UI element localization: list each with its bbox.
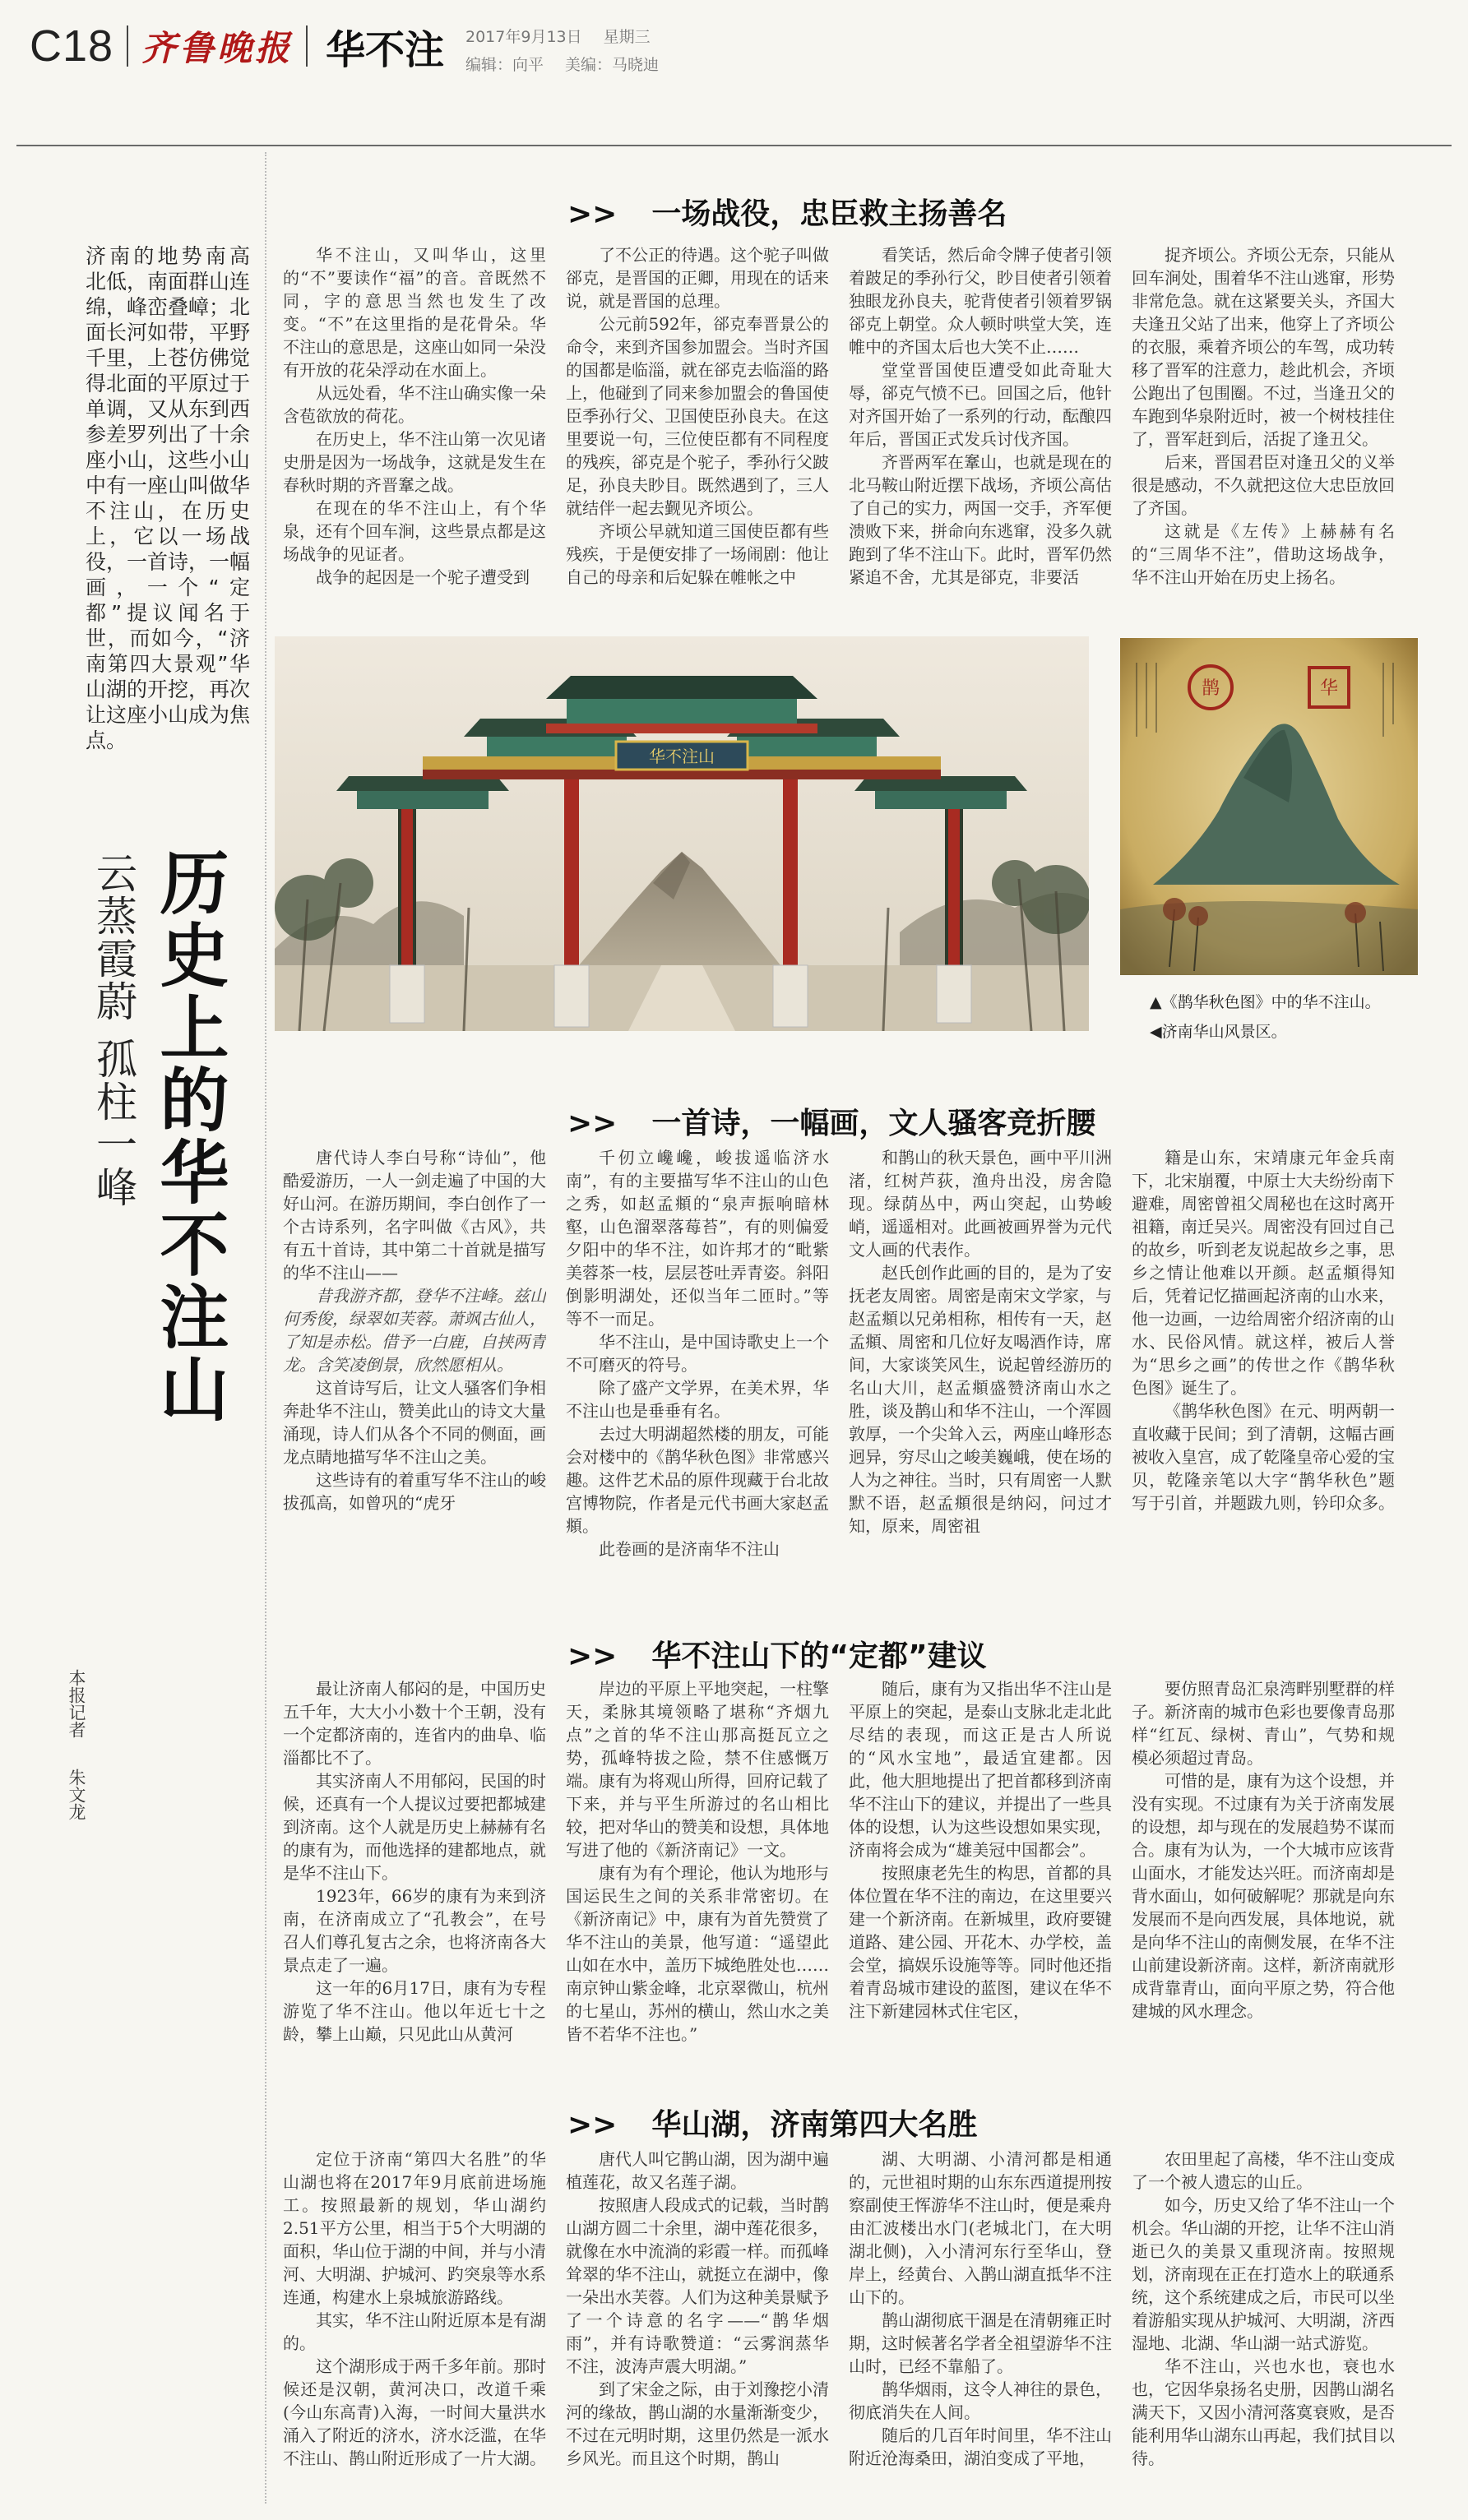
newspaper-logo: 齐鲁晚报 — [141, 28, 294, 68]
article-paragraph: 这就是《左传》上赫赫有名的“三周华不注”，借助这场战争，华不注山开始在历史上扬名。 — [1132, 521, 1395, 587]
scenic-area-photo — [275, 636, 1089, 1031]
article-paragraph: 后来，晋国君臣对逢丑父的义举很是感动，不久就把这位大忠臣放回了齐国。 — [1132, 452, 1395, 518]
masthead — [30, 18, 444, 74]
article-column — [849, 1146, 1112, 1607]
article-paragraph: 1923年，66岁的康有为来到济南，在济南成立了“孔教会”，在号召人们尊孔复古之余，也将济南各大景点走了一遍。 — [283, 1886, 546, 1975]
feature-subtitle: 云蒸霞蔚 孤柱一峰 — [90, 852, 137, 1209]
article-paragraph: 战争的起因是一个驼子遭受到 — [316, 567, 530, 587]
article-paragraph: 可惜的是，康有为这个设想，并没有实现。不过康有为关于济南发展的设想，却与现在的发展趋势不谋而合。康有为认为，一个大城市应该背山面水，才能发达兴旺。而济南却是背水面山，如何破解呢？那就是向东发展而不是向西发展，具体地说，就是向华不注山的南侧发展，在华不注山前建设新济南。这样，新济南就形成背靠青山，面向平原之势，符合他建城的风水理念。 — [1132, 1771, 1395, 2021]
issue-weekday: 星期三 — [603, 28, 651, 46]
article-paragraph: 湖、大明湖、小清河都是相通的，元世祖时期的山东东西道提刑按察副使王恽游华不注山时，便是乘舟由汇波楼出水门(老城北门，在大明湖北侧)，入小清河东行至华山，登岸上，经黄台、入鹊山湖直抵华不注山下的。 — [849, 2149, 1112, 2307]
article-paragraph: 赵氏创作此画的目的，是为了安抚老友周密。周密是南宋文学家，与赵孟頫以兄弟相称，相传有一天，赵孟頫、周密和几位好友喝酒作诗，席间，大家谈笑风生，说起曾经游历的名山大川，赵孟頫盛赞济南山水之胜，谈及鹊山和华不注山，一个浑圆敦厚，一个尖耸入云，两座山峰形态迥异，穷尽山之峻美巍峨，使在场的人为之神往。当时，只有周密一人默默不语，赵孟頫很是纳闷，问过才知，原来，周密祖 — [849, 1263, 1112, 1536]
article-paragraph: 籍是山东，宋靖康元年金兵南下，北宋崩覆，中原士大夫纷纷南下避难，周密曾祖父周秘也在这时离开祖籍，南迁吴兴。周密没有回过自己的故乡，听到老友说起故乡之事，思乡之情让他难以开颜。赵孟頫得知后，凭着记忆描画起济南的山水来，他一边画，一边给周密介绍济南的山水、民俗风情。就这样，被后人誉为“思乡之画”的传世之作《鹊华秋色图》诞生了。 — [1132, 1148, 1395, 1398]
article-paragraph: 除了盛产文学界，在美术界，华不注山也是垂垂有名。 — [566, 1378, 829, 1421]
article-paragraph: 按照唐人段成式的记载，当时鹊山湖方圆二十余里，湖中莲花很多，就像在水中流淌的彩霞一样。而孤峰耸翠的华不注山，就挺立在湖中，像一朵出水芙蓉。人们为这种美景赋予了一个诗意的名字——“鹊华烟雨”，并有诗歌赞道：“云雾润蒸华不注，波涛声震大明湖。” — [566, 2195, 829, 2376]
article-column — [283, 1677, 546, 2080]
article-paragraph: 看笑话，然后命令牌子使者引领着跛足的季孙行父，眇目使者引领着独眼龙孙良夫，驼背使者引领着罗锅郤克上朝堂。众人顿时哄堂大笑，连帷中的齐国太后也大笑不止…… — [849, 245, 1112, 357]
article-paragraph: 从远处看，华不注山确实像一朵含苞欲放的荷花。 — [283, 383, 546, 426]
section-heading: >> 华山湖，济南第四大名胜 — [567, 2108, 978, 2142]
article-paragraph: 其实，华不注山附近原本是有湖的。 — [283, 2310, 546, 2353]
article-paragraph: 农田里起了高楼，华不注山变成了一个被人遗忘的山丘。 — [1132, 2149, 1395, 2192]
article-column — [1132, 243, 1395, 612]
article-paragraph: 这一年的6月17日，康有为专程游览了华不注山。他以年近七十之龄，攀上山巅，只见此山从黄河 — [283, 1978, 546, 2044]
section-title: 华不注 — [326, 26, 445, 73]
article-column — [283, 243, 546, 612]
article-paragraph: 捉齐顷公。齐顷公无奈，只能从回车涧处，围着华不注山逃窜，形势非常危急。就在这紧要关头，齐国大夫逢丑父站了出来，他穿上了齐顷公的衣服，乘着齐顷公的车驾，成功转移了晋军的注意力，趁此机会，齐顷公跑出了包围圈。不过，当逢丑父的车跑到华泉附近时，被一个树枝挂住了，晋军赶到后，活捉了逢丑父。 — [1132, 245, 1395, 449]
article-column — [566, 1677, 829, 2080]
article-paragraph: 按照康老先生的构思，首都的具体位置在华不注的南边，在这里要兴建一个新济南。在新城里，政府要键道路、建公园、开花木、办学校，盖会堂，搞娱乐设施等等。同时他还指着青岛城市建设的蓝图，建议在华不注下新建园林式住宅区， — [849, 1863, 1112, 2021]
article-column — [566, 243, 829, 612]
gate-plaque: 华不注山 — [649, 747, 715, 766]
article-paragraph: 唐代诗人李白号称“诗仙”，他酷爱游历，一人一剑走遍了中国的大好山河。在游历期间，李白创作了一个古诗系列，名字叫做《古风》，共有五十首诗，其中第二十首就是描写的华不注山—— — [283, 1148, 546, 1283]
article-paragraph: 随后的几百年时间里，华不注山附近沧海桑田，湖泊变成了平地， — [849, 2425, 1112, 2468]
arrow-icon: >> — [567, 1107, 618, 1140]
article-paragraph: 了不公正的待遇。这个驼子叫做郤克，是晋国的正卿，用现在的话来说，就是晋国的总理。 — [566, 245, 829, 311]
article-column — [849, 243, 1112, 612]
issue-date: 2017年9月13日 — [465, 28, 582, 46]
article-column — [849, 2148, 1112, 2501]
arrow-icon: >> — [567, 2108, 618, 2142]
article-column — [566, 1146, 829, 1607]
article-paragraph: 这首诗写后，让文人骚客们争相奔赴华不注山，赞美此山的诗文大量涌现，诗人们从各个不同的侧面，画龙点睛地描写华不注山之美。 — [283, 1378, 546, 1467]
article-column — [566, 2148, 829, 2501]
byline-name: 朱文龙 — [67, 1768, 86, 1820]
article-paragraph: 鹊华烟雨，这令人神往的景色，彻底消失在人间。 — [849, 2379, 1112, 2422]
article-paragraph: 此卷画的是济南华不注山 — [599, 1539, 780, 1559]
article-paragraph: 在现在的华不注山上，有个华泉，还有个回车涧，这些景点都是这场战争的见证者。 — [283, 498, 546, 564]
article-column — [849, 1677, 1112, 2080]
feature-lede: 济南的地势南高北低，南面群山连绵，峰峦叠嶂；北面长河如带，平野千里，上苍仿佛觉得北面的平原过于单调，又从东到西参差罗列出了十余座小山，这些小山中有一座山叫做华不注山，在历史上，它以一场战役，一首诗，一幅画，一个“定都”提议闻名于世，而如今，“济南第四大景观”华山湖的开挖，再次让这座小山成为焦点。 — [86, 244, 251, 752]
byline-label: 本报记者 — [67, 1669, 86, 1738]
arrow-icon: >> — [567, 1639, 618, 1673]
painting-image — [1120, 638, 1418, 975]
page-number: C18 — [30, 21, 114, 71]
article-column — [1132, 1677, 1395, 2080]
article-column — [283, 2148, 546, 2501]
article-paragraph: 定位于济南“第四大名胜”的华山湖也将在2017年9月底前进场施工。按照最新的规划，华山湖约2.51平方公里，相当于5个大明湖的面积，华山位于湖的中间，并与小清河、大明湖、护城河、趵突泉等水系连通，构建水上泉城旅游路线。 — [283, 2149, 546, 2307]
section-heading: >> 一场战役，忠臣救主扬善名 — [567, 197, 1007, 231]
article-paragraph: 去过大明湖超然楼的朋友，可能会对楼中的《鹊华秋色图》非常感兴趣。这件艺术品的原件现藏于台北故宫博物院，作者是元代书画大家赵孟頫。 — [566, 1424, 829, 1536]
article-paragraph: 千仞立巉巉，峻拔遥临济水南”，有的主要描写华不注山的山色之秀，如赵孟頫的“泉声振响暗林壑，山色溜翠落莓苔”，有的则偏爱夕阳中的华不注，如许邦才的“毗紫美蓉茶一枝，层层苍吐弄青姿。斜阳倒影明湖处，还似当年二匝时。”等等不一而足。 — [566, 1148, 829, 1329]
article-column — [1132, 1146, 1395, 1607]
article-paragraph: 堂堂晋国使臣遭受如此奇耻大辱，郤克气愤不已。回国之后，他针对齐国开始了一系列的行动，酝酿四年后，晋国正式发兵讨伐齐国。 — [849, 360, 1112, 449]
divider — [127, 25, 128, 67]
feature-title: 历史上的华不注山 — [149, 847, 229, 1426]
article-paragraph: 其实济南人不用郁闷，民国的时候，还真有一个人提议过要把都城建到济南。这个人就是历史上赫赫有名的康有为，而他选择的建都地点，就是华不注山下。 — [283, 1771, 546, 1883]
header-rule — [16, 145, 1452, 146]
article-paragraph: 华不注山，是中国诗歌史上一个不可磨灭的符号。 — [566, 1332, 829, 1375]
article-paragraph: 随后，康有为又指出华不注山是平原上的突起，是泰山支脉北走北此尽结的表现，而这正是古人所说的“风水宝地”，最适宜建都。因此，他大胆地提出了把首都移到济南华不注山下的建议，并提出了一些具体的设想，认为这些设想如果实现，济南将会成为“雄美冠中国都会”。 — [849, 1679, 1112, 1860]
article-column — [283, 1146, 546, 1607]
article-paragraph: 华不注山，兴也水也，衰也水也，它因华泉扬名史册，因鹊山湖名满天下，又因小清河落寞衰败，是否能利用华山湖东山再起，我们拭目以待。 — [1132, 2356, 1395, 2468]
article-paragraph: 在历史上，华不注山第一次见诸史册是因为一场战争，这就是发生在春秋时期的齐晋鞌之战。 — [283, 429, 546, 495]
section-heading: >> 一首诗，一幅画，文人骚客竞折腰 — [567, 1107, 1096, 1140]
section-heading: >> 华不注山下的“定都”建议 — [567, 1639, 987, 1673]
article-paragraph: 到了宋金之际，由于刘豫挖小清河的缘故，鹊山湖的水量渐渐变少，不过在元明时期，这里仍然是一派水乡风光。而且这个时期，鹊山 — [566, 2379, 829, 2468]
article-paragraph: 华不注山，又叫华山，这里的“不”要读作“福”的音。音既然不同，字的意思当然也发生了改变。“不”在这里指的是花骨朵。华不注山的意思是，这座山如同一朵没有开放的花朵浮动在水面上。 — [283, 245, 546, 380]
article-paragraph: 最让济南人郁闷的是，中国历史五千年，大大小小数十个王朝，没有一个定都济南的，连省内的曲阜、临淄都比不了。 — [283, 1679, 546, 1768]
editor-credit: 编辑：向平 — [465, 56, 544, 74]
article-paragraph: 昔我游齐都，登华不注峰。兹山何秀俊，绿翠如芙蓉。萧飒古仙人，了知是赤松。借予一白鹿，自挟两青龙。含笑凌倒景，欣然愿相从。 — [283, 1286, 546, 1375]
caption-painting: ▲《鹊华秋色图》中的华不注山。 — [1150, 993, 1381, 1011]
arrow-icon: >> — [567, 197, 618, 231]
article-paragraph: 康有为有个理论，他认为地形与国运民生之间的关系非常密切。在《新济南记》中，康有为首先赞赏了华不注山的美景，他写道：“遥望此山如在水中，盖历下城绝胜处也……南京钟山紫金峰，北京翠微山，杭州的七星山，苏州的横山，然山水之美皆不若华不注也。” — [566, 1863, 829, 2044]
designer-credit: 美编：马晓迪 — [565, 56, 660, 74]
divider — [306, 25, 308, 67]
article-paragraph: 公元前592年，郤克奉晋景公的命令，来到齐国参加盟会。当时齐国的国都是临淄，就在郤克去临淄的路上，他碰到了同来参加盟会的鲁国使臣季孙行父、卫国使臣孙良夫。在这里要说一句，三位使臣都有不同程度的残疾，郤克是个驼子，季孙行父跛足，孙良夫眇目。既然遇到了，三人就结伴一起去觐见齐顷公。 — [566, 314, 829, 518]
painting-seal: 鹊 — [1201, 678, 1220, 699]
article-paragraph: 和鹊山的秋天景色，画中平川洲渚，红树芦荻，渔舟出没，房舍隐现。绿荫丛中，两山突起，山势峻峭，遥遥相对。此画被画界誉为元代文人画的代表作。 — [849, 1148, 1112, 1260]
article-paragraph: 岸边的平原上平地突起，一柱擎天，柔脉其境领略了堪称“齐烟九点”之首的华不注山那高挺瓦立之势，孤峰特拔之险，禁不住感慨万端。康有为将观山所得，回府记载了下来，并与平生所游过的名山相比较，把对华山的赞美和设想，具体地写进了他的《新济南记》一文。 — [566, 1679, 829, 1860]
article-paragraph: 齐顷公早就知道三国使臣都有些残疾，于是便安排了一场闹剧：他让自己的母亲和后妃躲在帷帐之中 — [566, 521, 829, 587]
article-paragraph: 要仿照青岛汇泉湾畔别墅群的样子。新济南的城市色彩也要像青岛那样“红瓦、绿树、青山”，气势和规模必须超过青岛。 — [1132, 1679, 1395, 1768]
issue-meta — [465, 23, 680, 79]
article-column — [1132, 2148, 1395, 2501]
article-paragraph: 《鹊华秋色图》在元、明两朝一直收藏于民间；到了清朝，这幅古画被收入皇宫，成了乾隆皇帝心爱的宝贝，乾隆亲笔以大字“鹊华秋色”题写于引首，并题跋九则，钤印众多。 — [1132, 1401, 1395, 1513]
article-paragraph: 这个湖形成于两千多年前。那时候还是汉朝，黄河决口，改道千乘(今山东高青)入海，一时间大量洪水涌入了附近的济水，济水泛滥，在华不注山、鹊山附近形成了一片大湖。 — [283, 2356, 546, 2468]
caption-scenic: ◀济南华山风景区。 — [1150, 1023, 1287, 1041]
article-paragraph: 如今，历史又给了华不注山一个机会。华山湖的开挖，让华不注山消逝已久的美景又重现济南。按照规划，济南现在正在打造水上的联通系统，这个系统建成之后，市民可以坐着游船实现从护城河、大明湖，济西湿地、北湖、华山湖一站式游览。 — [1132, 2195, 1395, 2353]
article-paragraph: 鹊山湖彻底干涸是在清朝雍正时期，这时候著名学者全祖望游华不注山时，已经不靠船了。 — [849, 2310, 1112, 2376]
article-paragraph: 唐代人叫它鹊山湖，因为湖中遍植莲花，故又名莲子湖。 — [566, 2149, 829, 2192]
byline — [63, 1669, 87, 1932]
column-divider — [265, 152, 266, 2504]
painting-seal: 华 — [1319, 678, 1339, 699]
article-paragraph: 这些诗有的着重写华不注山的峻拔孤高，如曾巩的“虎牙 — [283, 1470, 546, 1513]
article-paragraph: 齐晋两军在鞌山，也就是现在的北马鞍山附近摆下战场，齐顷公高估了自己的实力，两国一交手，齐军便溃败下来，拼命向东逃窜，没多久就跑到了华不注山下。此时，晋军仍然紧追不舍，尤其是郤克，非要活 — [849, 452, 1112, 587]
